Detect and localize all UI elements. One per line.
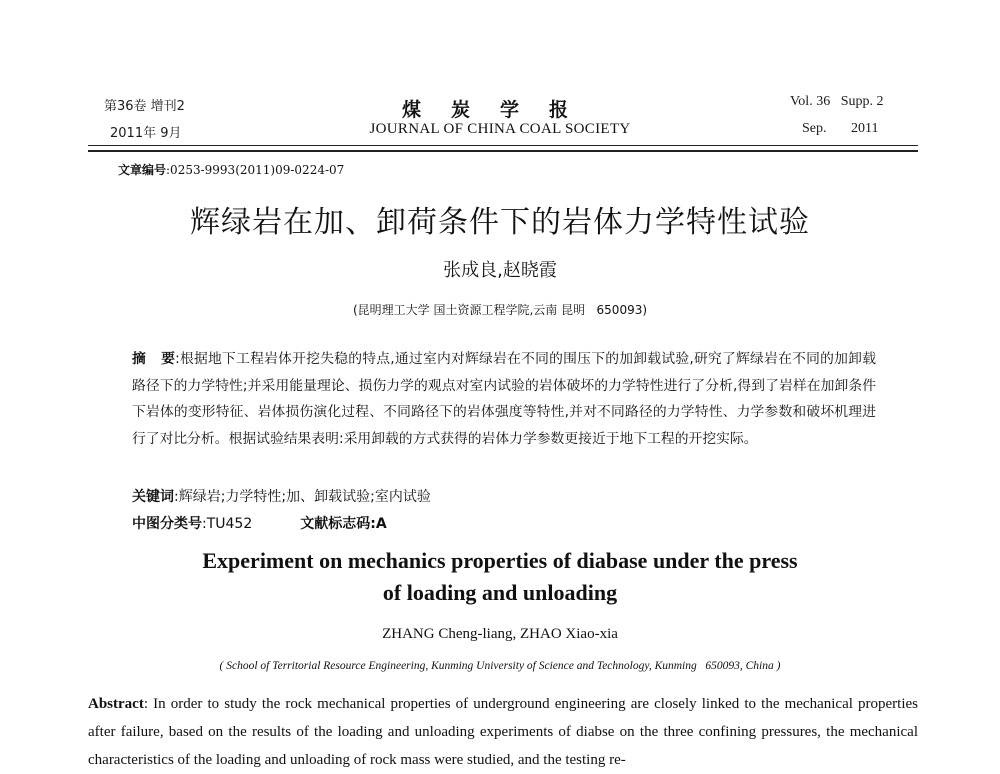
keywords-label: 关键词 xyxy=(132,489,174,505)
affiliation-en: ( School of Territorial Resource Engineering, Kunming University of Science and Technology, Kunming 650093, China ) xyxy=(219,660,781,672)
abstract-en xyxy=(88,690,918,774)
header-rule-top xyxy=(88,145,918,146)
paper-title-en xyxy=(0,545,1000,609)
doc-code-value: :A xyxy=(370,516,387,532)
journal-title-cn: 煤炭学报 xyxy=(401,99,598,121)
article-number-label: 文章编号 xyxy=(118,163,167,177)
header-rule-bottom xyxy=(88,150,918,152)
volume-issue-en: Vol. 36 Supp. 2 xyxy=(790,94,884,109)
clc-label: 中图分类号 xyxy=(132,516,202,532)
volume-issue-cn: 第36卷 增刊2 xyxy=(104,99,185,114)
date-cn: 2011年 9月 xyxy=(110,126,182,141)
article-number-value: :0253-9993(2011)09-0224-07 xyxy=(166,163,345,177)
abstract-en-label: Abstract xyxy=(88,696,144,712)
authors-en: ZHANG Cheng-liang, ZHAO Xiao-xia xyxy=(382,626,618,642)
keywords-text: :辉绿岩;力学特性;加、卸载试验;室内试验 xyxy=(174,489,431,505)
paper-title-cn: 辉绿岩在加、卸荷条件下的岩体力学特性试验 xyxy=(190,205,810,240)
doc-code-label: 文献标志码 xyxy=(300,516,371,532)
keywords-cn xyxy=(132,486,431,506)
date-en: Sep. 2011 xyxy=(802,121,879,136)
abstract-cn-text: :根据地下工程岩体开挖失稳的特点,通过室内对辉绿岩在不同的围压下的加卸载试验,研究了辉绿岩在不同的加卸载路径下的力学特性;并采用能量理论、损伤力学的观点对室内试验的岩体破坏的力学特性进行了分析,得到了岩样在加卸条件下岩体的变形特征、岩体损伤演化过程、不同路径下的岩体强度等特性,并对不同路径的力学特性、力学参数和破坏机理进行了对比分析。根据试验结果表明:采用卸载的方式获得的岩体力学参数更接近于地下工程的开挖实际。 xyxy=(132,351,876,447)
affiliation-cn: (昆明理工大学 国土资源工程学院,云南 昆明 650093) xyxy=(352,303,648,317)
journal-title-en: JOURNAL OF CHINA COAL SOCIETY xyxy=(369,121,631,137)
clc-value: :TU452 xyxy=(202,516,253,532)
paper-title-en-text: Experiment on mechanics properties of diabase under the press of loading and unloading xyxy=(202,548,798,605)
authors-cn: 张成良,赵晓霞 xyxy=(443,260,557,281)
abstract-cn-label: 摘 要 xyxy=(132,351,176,367)
classification-line xyxy=(132,513,387,533)
article-number xyxy=(118,161,344,178)
abstract-en-text: : In order to study the rock mechanical properties of underground engineering are closely linked to the mechanical properties after failure, based on the results of the loading and unloading experiments of diabse on the three confining pressures, the mechanical characteristics of the loading and unloading of rock mass were studied, and the testing re- xyxy=(88,696,918,768)
abstract-cn xyxy=(132,346,876,452)
